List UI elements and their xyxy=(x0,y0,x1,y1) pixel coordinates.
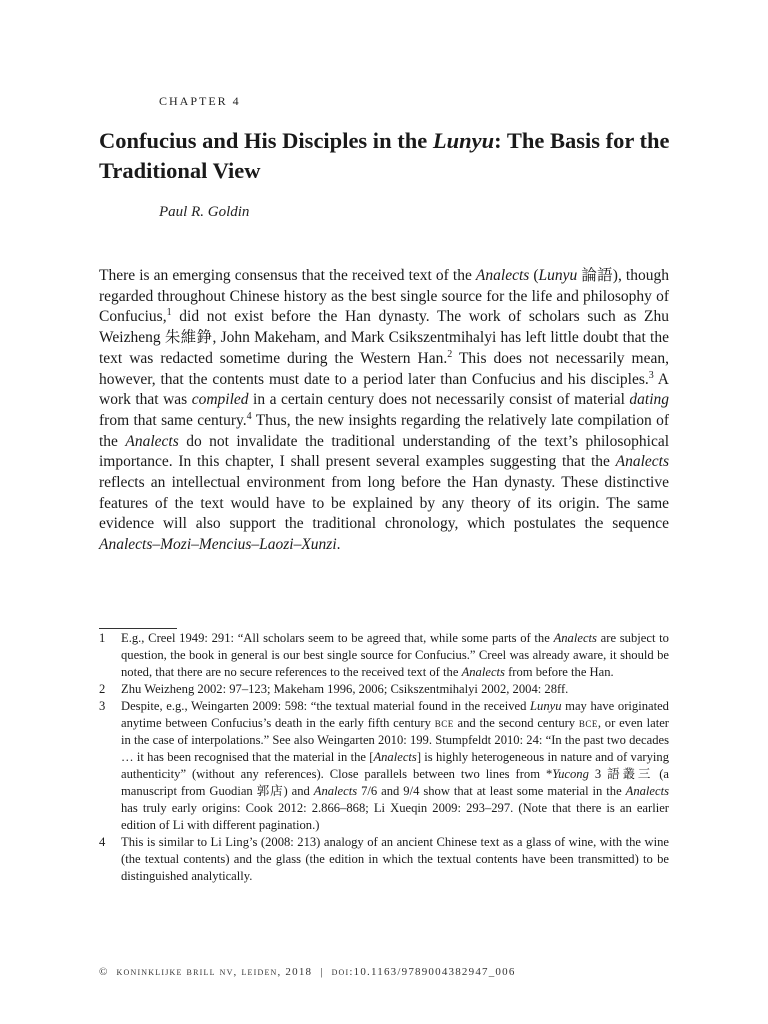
text-run: 7/6 and 9/4 show that at least some material in the xyxy=(357,784,626,798)
italic-run: Analects xyxy=(125,432,179,450)
italic-run: Analects xyxy=(461,665,505,679)
footnote-ref[interactable]: 1 xyxy=(166,307,172,319)
text-run: reflects an intellectual environment from long before the Han dynasty. These distinctive features of the text would have to be explained by any theory of its origin. The same evidence will also support the traditional chronology, which postulates the sequence xyxy=(99,474,669,533)
text-run: Despite, e.g., Weingarten 2009: 598: “the textual material found in the received xyxy=(121,699,531,713)
footnote-ref[interactable]: 2 xyxy=(447,348,453,360)
footnote-ref[interactable]: 4 xyxy=(246,410,252,422)
text-run: 論語), though regarded throughout Chinese history as the best single source for the life and philosophy of Confucius, xyxy=(99,267,669,326)
chapter-label: CHAPTER 4 xyxy=(159,94,241,108)
text-run: E.g., Creel 1949: 291: “All scholars seem to be agreed that, while some parts of the xyxy=(121,631,554,645)
footnote-ref[interactable]: 3 xyxy=(648,369,654,381)
footnote-1 xyxy=(99,630,669,681)
small-caps-run: bce xyxy=(578,716,598,730)
footnote-text xyxy=(121,698,669,834)
italic-run: Analects xyxy=(625,784,669,798)
text-run: do not invalidate the traditional understanding of the text’s philosophical importance. In this chapter, I shall present several examples suggesting that the xyxy=(99,432,670,471)
text-run: from before the Han. xyxy=(504,665,614,679)
italic-run: Analects–Mozi–Mencius–Laozi–Xunzi xyxy=(99,536,337,554)
text-run: ] is highly heterogeneous in nature and of varying authenticity” (without any references). Close parallels between two lines from * xyxy=(121,750,669,781)
author-name: Paul R. Goldin xyxy=(159,204,250,220)
copyright-symbol: © xyxy=(99,966,109,978)
text-run: has truly early origins: Cook 2012: 2.866–868; Li Xueqin 2009: 293–297. (Note that there is an earlier edition of Li with different pagination.) xyxy=(121,801,669,832)
italic-run: Analects xyxy=(475,267,530,284)
footnote-3 xyxy=(99,698,669,834)
text-run: Thus, the new insights regarding the relatively late compilation of the xyxy=(99,411,669,450)
italic-run: Analects xyxy=(373,750,417,764)
title-italic: Lunyu xyxy=(432,128,495,153)
footnote-text: This is similar to Li Ling’s (2008: 213) analogy of an ancient Chinese text as a glass of wine, with the wine (the textual contents) and the glass (the edition in which the textual contents have been transmitted) to be distinguished analytically. xyxy=(121,835,669,883)
footer-separator: | xyxy=(320,966,324,978)
text-run: There is an emerging consensus that the received text of the xyxy=(99,267,476,284)
title-text: Confucius and His Disciples in the xyxy=(99,128,433,153)
footnotes xyxy=(99,630,669,885)
text-run: This does not necessarily mean, however, that the contents must date to a period later than Confucius and his disciples. xyxy=(99,349,669,388)
italic-run: Lunyu xyxy=(538,267,578,284)
chapter-title xyxy=(99,126,679,186)
footnote-4 xyxy=(99,834,669,885)
text-run: . xyxy=(336,536,341,554)
footnote-number: 4 xyxy=(99,835,106,849)
text-run: are subject to question, the book in general is our best single source for Confucius.” Creel was already aware, it should be noted, that there are no secure references to the received text of the xyxy=(121,631,669,679)
text-run: ( xyxy=(529,267,539,284)
text-run: 3 語叢三 (a manuscript from Guodian 郭店) and xyxy=(121,767,669,798)
footnote-number: 2 xyxy=(99,682,106,696)
italic-run: dating xyxy=(629,391,670,409)
text-run: from that same century. xyxy=(99,411,247,429)
text-run: A work that was xyxy=(99,370,669,409)
text-run: in a certain century does not necessarily consist of material xyxy=(248,391,630,409)
italic-run: Analects xyxy=(313,784,358,798)
title-text: : The Basis for the Traditional View xyxy=(99,128,670,183)
body-paragraph xyxy=(99,266,669,556)
doi-link[interactable]: doi:10.1163/9789004382947_006 xyxy=(331,966,516,978)
footnote-number: 3 xyxy=(99,699,106,713)
page-footer xyxy=(99,966,520,978)
footnote-number: 1 xyxy=(99,631,106,645)
footnote-2 xyxy=(99,681,669,698)
text-run: , or even later in the case of interpolations.” See also Weingarten 2010: 199. Stumpfeldt 2010: 24: “In the past two decades … it has been recognised that the material in the [ xyxy=(121,716,669,764)
italic-run: compiled xyxy=(191,391,249,409)
footnote-text: Zhu Weizheng 2002: 97–123; Makeham 1996, 2006; Csikszentmihalyi 2002, 2004: 28ff. xyxy=(121,682,569,696)
publisher-text: koninklijke brill nv, leiden, 2018 xyxy=(116,966,313,978)
footnote-divider xyxy=(99,628,177,629)
text-run: did not exist before the Han dynasty. The work of scholars such as Zhu Weizheng 朱維錚, John Makeham, and Mark Csikszentmihalyi has left little doubt that the text was redacted sometime during the Western Han. xyxy=(99,308,669,367)
footnote-text xyxy=(121,630,669,681)
italic-run: Lunyu xyxy=(530,699,562,713)
small-caps-run: bce xyxy=(434,716,454,730)
italic-run: Analects xyxy=(553,631,597,645)
text-run: and the second century xyxy=(453,716,579,730)
italic-run: Yucong xyxy=(552,767,589,781)
text-run: may have originated anytime between Confucius’s death in the early fifth century xyxy=(121,699,669,730)
italic-run: Analects xyxy=(615,453,669,471)
